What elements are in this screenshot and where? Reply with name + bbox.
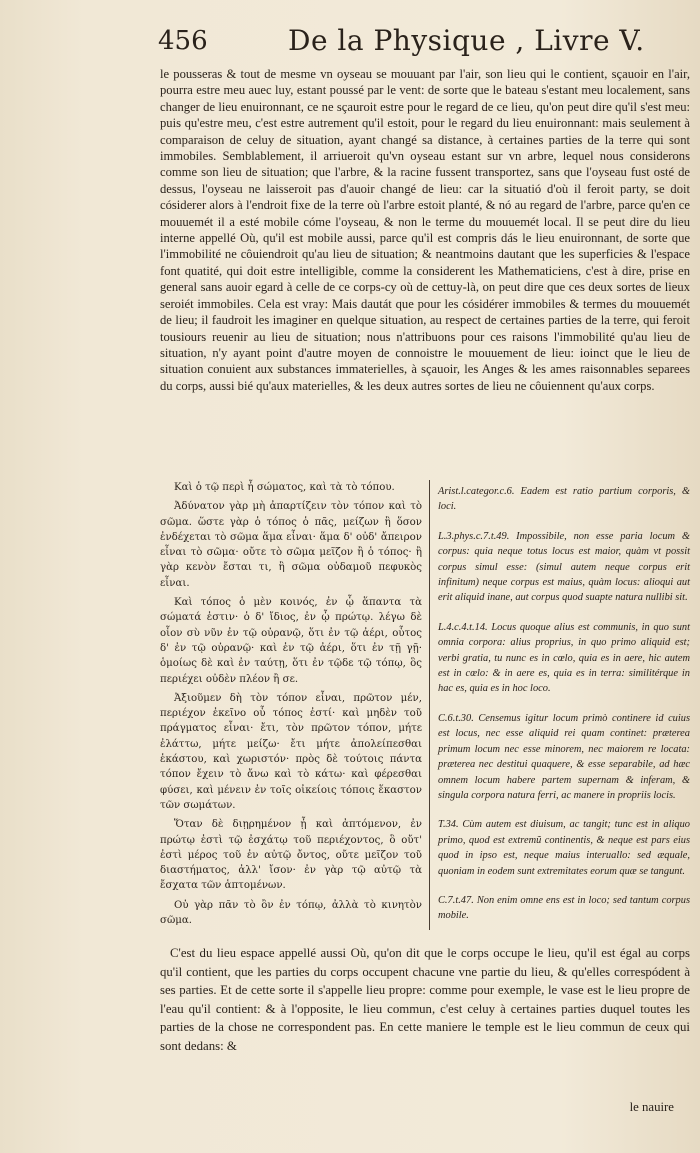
latin-note: L.3.phys.c.7.t.49. Impossibile, non esse paria locum & corpus: quia neque totus locus est maior, quàm vt possit corpus simul esse: (simul autem neque corpus erit infinitum) neque corpus est maius, quàm locus: alioqui aut erit aliquid inane, aut corpus quod suapte natura nullibi sit.: [438, 530, 690, 604]
catchword: le nauire: [629, 1100, 674, 1114]
latin-note: C.7.t.47. Non enim omne ens est in loco; sed tantum corpus mobile.: [438, 894, 690, 922]
latin-note: Arist.l.categor.c.6. Eadem est ratio partium corporis, & loci.: [438, 486, 690, 513]
latin-notes-column: [438, 484, 690, 938]
main-text-block: [160, 66, 690, 394]
greek-paragraph: Καὶ τόπος ὁ μὲν κοινός, ἐν ᾧ ἅπαντα τὰ σώματά ἐστιν· ὁ δ' ἴδιος, ἐν ᾧ πρώτῳ. λέγω δὲ οἷον σὺ νῦν ἐν τῷ οὐρανῷ, ὅτι ἐν τῷ ἀέρι, οὗτος δ' ἐν τῷ οὐρανῷ· καὶ ἐν τῷ ἀέρι, ὅτι ἐν τῇ γῇ· ὁμοίως δὲ καὶ ἐν ταύτῃ, ὅτι ἐν τῷδε τῷ τόπῳ, ὃς περιέχει οὐδὲν πλέον ἢ σε.: [160, 597, 422, 685]
greek-paragraph: Οὐ γὰρ πᾶν τὸ ὂν ἐν τόπῳ, ἀλλὰ τὸ κινητὸν σῶμα.: [160, 899, 422, 927]
bottom-paragraph: C'est du lieu espace appellé aussi Où, qu'on dit que le corps occupe le lieu, qu'il est égal au corps qu'il contient, que les parties du corps occupent chacune vne partie du lieu, & qu'elles correspódent à ses parties. Et de cette sorte il s'appelle lieu propre: comme pour exemple, le vase est le lieu propre de l'eau qu'il contient: & à l'opposite, le lieu commun, c'est celuy à certaines parties duquel toutes les parties de la chose ne correspondent pas. En cette maniere le temple est le lieu commun de ceux qui sont dedans: &: [160, 946, 690, 1053]
page-header: [158, 20, 678, 64]
greek-paragraph: Ἀδύνατον γὰρ μὴ ἀπαρτίζειν τὸν τόπον καὶ τὸ σῶμα. ὥστε γὰρ ὁ τόπος ὁ πᾶς, μείζων ἢ ὅσον ἐνδέχεται τὸ σῶμα ἅμα εἶναι· ἅμα δ' οὐδ' ἄπειρον εἶναι τὸ σῶμα· οὔτε τὸ σῶμα μεῖζον ἢ ὁ τόπος· ἢ γὰρ κενὸν ἔσται τι, ἢ σῶμα οὐδαμοῦ πεφυκὸς εἶναι.: [160, 501, 422, 589]
column-divider: [429, 480, 430, 930]
bottom-text-block: [160, 944, 690, 1056]
main-paragraph: le pousseras & tout de mesme vn oyseau se mouuant par l'air, son lieu qui le contient, sçauoir en l'air, pourra estre meu auec luy, estant poussé par le vent: de sorte que le bateau s'estant meu localement, sans changer de lieu enuironnant, ce ne sçauroit estre pour le regard de ce lieu, qu'on peut dire qu'il s'est meu: puis qu'estre meu, c'est estre autrement qu'il estoit, pour le regard du lieu enuironnant: mais seulement à comparaison de celuy de situation, ayant changé sa distance, à certaines parties de la terre qui sont immobiles. Semblablement, il arriueroit qu'vn oyseau estant sur vn arbre, lequel nous considerons comme son lieu de situation; que l'arbre, & la racine fussent transportez, sans que l'oyseau fust osté de dessus, l'oyseau ne laisseroit pas d'auoir changé de lieu: car la situatió d'où il feroit party, se doit cósiderer alors à l'endroit fixe de la terre où l'arbre estoit planté, & nó au regard de l'arbre, parce qu'en ce mouuemét il a esté mobile cóme l'oyseau, & non le terme du mouuemét local. Il se peut dire du lieu interne appellé Où, qu'il est mobile aussi, parce qu'il est compris dás le lieu enuironnant, de sorte que l'immobilité ne côuiendroit qu'au lieu de situation; & neantmoins dautant que les superficies & l'espace font quatité, qui doit estre intelligible, comme la considerent les Mathematiciens, c'est à dire, prise en general sans auoir egard à celle de ce corps-cy où de cettuy-là, on peut dire que ces deux sortes de lieux seroiét immobiles. Cela est vray: Mais dautát que pour les cósidérer immobiles & termes du mouuemét de lieu; il faudroit les imaginer en quelque situation, au respect de certaines parties de la terre, qui feroit tousiours reuenir au lieu de situation; nous n'attribuons pour ces raisons l'immobilité qu'au lieu de situation, n'y ayant point d'autre moyen de connoistre le mouuement de lieu: ioinct que le lieu de situation conuient aux substances immaterielles, à sçauoir, les Anges & les ames raisonnables separees du corps, aussi bié qu'aux materielles, & les deux autres sortes de lieu ne côuiennent qu'aux corps.: [160, 67, 690, 393]
greek-paragraph: Ἀξιοῦμεν δὴ τὸν τόπον εἶναι, πρῶτον μέν, περιέχον ἐκεῖνο οὗ τόπος ἐστί· καὶ μηδὲν τοῦ πράγματος εἶναι· ἔτι, τὸν πρῶτον τόπον, μήτε ἐλάττω, μήτε μείζω· ἔτι μήτε ἀπολείπεσθαι ἑκάστου, καὶ χωριστόν· πρὸς δὲ τούτοις πάντα τόπον ἔχειν τὸ ἄνω καὶ τὸ κάτω· καὶ φέρεσθαι φύσει, καὶ μένειν ἐν τοῖς οἰκείοις τόποις ἕκαστον τῶν σωμάτων.: [160, 692, 422, 811]
running-title: De la Physique , Livre V.: [288, 24, 645, 57]
greek-quotation-column: [160, 480, 422, 932]
greek-paragraph: Ὅταν δὲ διῃρημένον ᾖ καὶ ἀπτόμενον, ἐν πρώτῳ ἐστὶ τῷ ἐσχάτῳ τοῦ περιέχοντος, ὃ οὔτ' ἐστὶ μέρος τοῦ ἐν αὐτῷ ὄντος, οὔτε μεῖζον τοῦ διαστήματος, ἀλλ' ἴσον· ἐν γὰρ τῷ αὐτῷ τὰ ἔσχατα τῶν ἁπτομένων.: [160, 819, 422, 892]
two-column-section: [160, 480, 690, 940]
latin-note: C.6.t.30. Censemus igitur locum primò continere id cuius est locus, nec esse aliquid rei quam continet: præterea primum locum nec esse minorem, nec maiorem re locata: præterea nec destitui quaquere, & esse separabile, ad hæc omnem locum habere partem supernam & inferam, & singula corpora natura ferri, ac manere in propriis locis.: [438, 712, 690, 801]
page-number: 456: [158, 26, 208, 56]
greek-paragraph: Καὶ ὁ τῷ περὶ ἦ σώματος, καὶ τὰ τὸ τόπου.: [174, 482, 395, 493]
latin-note: T.34. Cùm autem est diuisum, ac tangit; tunc est in aliquo primo, quod est extremũ continentis, & neque est pars eius quod in ipso est, neque maius interuallo: sed æquale, quoniam in eodem sunt extremitates eorum quæ se tangunt.: [438, 819, 690, 877]
latin-note: L.4.c.4.t.14. Locus quoque alius est communis, in quo sunt omnia corpora: alius proprius, in quo primo aliquid est; verbi gratia, tu nunc es in cœlo, quia es in aere, hic autem est in cœlo: & in aere es, quia es in terra: similitérque in hac es, quia es in hoc loco.: [438, 621, 690, 695]
